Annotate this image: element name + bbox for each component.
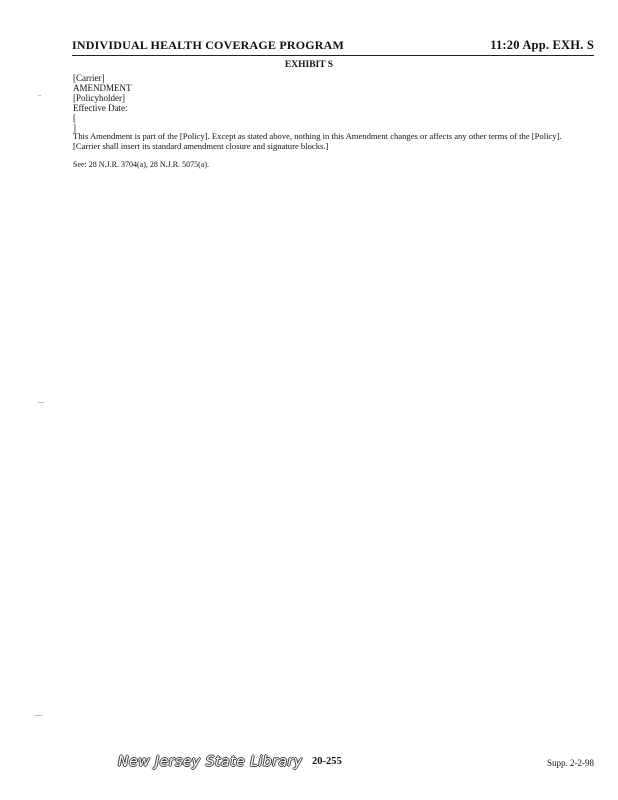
page-footer bbox=[0, 754, 618, 774]
scan-speck bbox=[38, 402, 44, 403]
scan-speck bbox=[38, 95, 41, 96]
source-note: See: 28 N.J.R. 3704(a), 28 N.J.R. 5075(a). bbox=[73, 160, 209, 169]
form-fields bbox=[73, 73, 132, 133]
scan-speck bbox=[34, 715, 42, 716]
header-section: 11:20 App. EXH. S bbox=[490, 38, 594, 52]
amendment-instruction: [Carrier shall insert its standard amendment closure and signature blocks.] bbox=[73, 141, 329, 151]
supplement-date: Supp. 2-2-98 bbox=[547, 758, 594, 768]
running-header bbox=[72, 38, 594, 56]
form-line-effective-date: Effective Date: bbox=[73, 103, 128, 113]
form-line-amendment: AMENDMENT bbox=[73, 83, 132, 93]
amendment-statement: This Amendment is part of the [Policy]. Except as stated above, nothing in this Amendment changes or affects any other terms of the [Policy]. bbox=[73, 131, 562, 141]
library-watermark: New Jersey State Library bbox=[118, 754, 303, 770]
form-line-close-bracket: ] bbox=[73, 123, 76, 133]
form-line-open-bracket: [ bbox=[73, 113, 76, 123]
page-number: 20-255 bbox=[312, 756, 342, 767]
form-line-policyholder: [Policyholder] bbox=[73, 93, 125, 103]
form-line-carrier: [Carrier] bbox=[73, 73, 105, 83]
amendment-body bbox=[73, 131, 598, 151]
header-title: INDIVIDUAL HEALTH COVERAGE PROGRAM bbox=[72, 38, 345, 52]
exhibit-title: EXHIBIT S bbox=[284, 60, 334, 70]
